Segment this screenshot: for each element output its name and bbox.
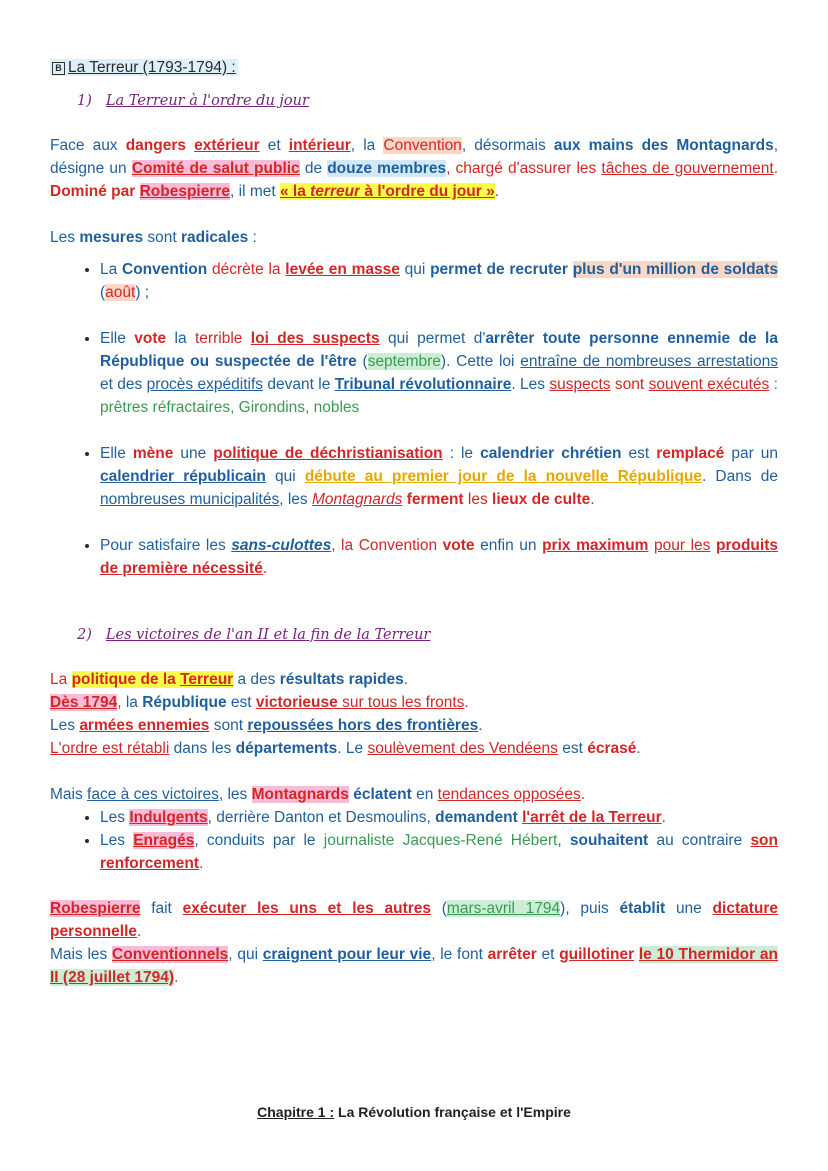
- list-item: • Les Indulgents, derrière Danton et Desmoulins, demandent l'arrêt de la Terreur.: [100, 806, 778, 829]
- paragraph-tendances: Mais face à ces victoires, les Montagnards éclatent en tendances opposées. • Les Indulgents, derrière Danton et Desmoulins, demandent l'arrêt de la Terreur. • Les Enragés, conduits par le journaliste Jacques-René Hébert, souhaitent au contraire son renforcement.: [50, 783, 778, 875]
- subheading-2-title: Les victoires de l'an II et la fin de la Terreur: [105, 627, 431, 643]
- paragraph-comite: Face aux dangers extérieur et intérieur, la Convention, désormais aux mains des Montagnards, désigne un Comité de salut public de douze membres, chargé d'assurer les tâches de gouvernement. Dominé par Robespierre, il met « la terreur à l'ordre du jour ».: [50, 137, 779, 200]
- list-item: • Pour satisfaire les sans-culottes, la Convention vote enfin un prix maximum pour les produits de première nécessité.: [100, 534, 778, 580]
- list-item: • Elle vote la terrible loi des suspects qui permet d'arrêter toute personne ennemie de la République ou suspectée de l'être (septembre). Cette loi entraîne de nombreuses arrestations et des procès expéditifs devant le Tribunal révolutionnaire. Les suspects sont souvent exécutés : prêtres réfractaires, Girondins, nobles: [100, 327, 778, 419]
- page-footer: [0, 1104, 828, 1120]
- subheading-2: 2) Les victoires de l'an II et la fin de la Terreur: [77, 627, 431, 643]
- paragraph-mesures: Les mesures sont radicales :: [50, 229, 257, 246]
- subheading-1-title: La Terreur à l'ordre du jour: [105, 93, 309, 109]
- subheading-1: 1) La Terreur à l'ordre du jour: [77, 93, 309, 109]
- paragraph-resultats: La politique de la Terreur a des résultats rapides. Dès 1794, la République est victorieuse sur tous les fronts. Les armées ennemies sont repoussées hors des frontières. L'ordre est rétabli dans les départements. Le soulèvement des Vendéens est écrasé.: [50, 671, 641, 757]
- list-item: • Elle mène une politique de déchristianisation : le calendrier chrétien est remplacé par un calendrier républicain qui débute au premier jour de la nouvelle République. Dans de nombreuses municipalités, les Montagnards ferment les lieux de culte.: [100, 442, 778, 511]
- section-title: La Terreur (1793-1794) :: [68, 59, 236, 76]
- section-heading: [50, 56, 778, 79]
- mesures-list: [50, 258, 778, 580]
- footer-title: La Révolution française et l'Empire: [334, 1104, 571, 1120]
- letter-box-icon: B: [52, 62, 65, 75]
- footer-chapter: Chapitre 1 :: [257, 1104, 335, 1120]
- list-item: • La Convention décrète la levée en masse qui permet de recruter plus d'un million de soldats (août) ;: [100, 258, 778, 304]
- list-item: • Les Enragés, conduits par le journaliste Jacques-René Hébert, souhaitent au contraire son renforcement.: [100, 829, 778, 875]
- paragraph-robespierre: Robespierre fait exécuter les uns et les autres (mars-avril 1794), puis établit une dictature personnelle. Mais les Conventionnels, qui craignent pour leur vie, le font arrêter et guillotiner le 10 Thermidor an II (28 juillet 1794).: [50, 900, 779, 986]
